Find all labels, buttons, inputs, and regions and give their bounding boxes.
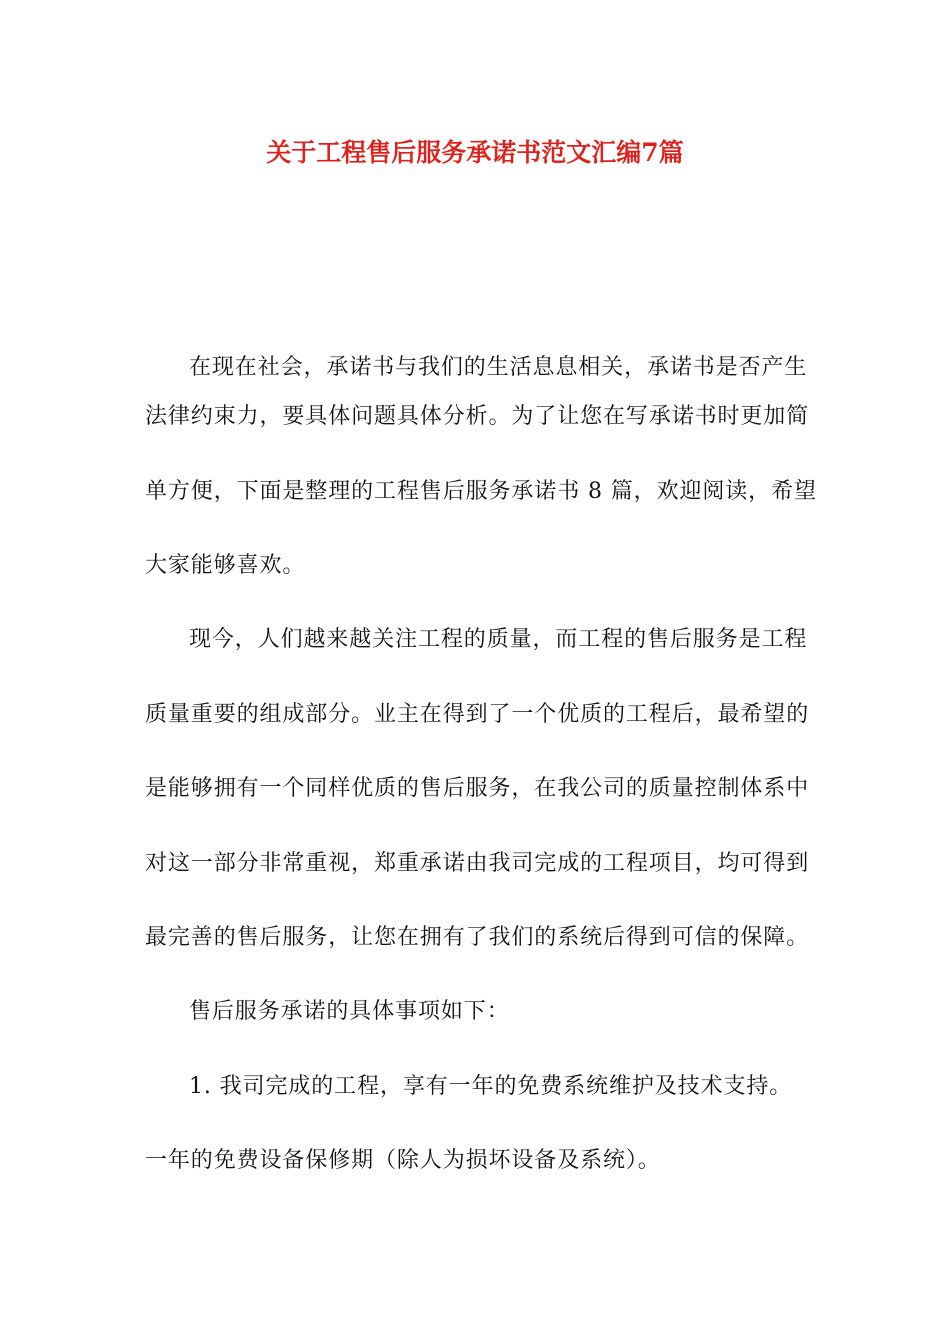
paragraph-2-line-5: 最完善的售后服务，让您在拥有了我们的系统后得到可信的保障。 [145,925,810,950]
paragraph-1-line-4: 大家能够喜欢。 [145,553,306,578]
paragraph-1-line-3: 单方便，下面是整理的工程售后服务承诺书 8 篇，欢迎阅读，希望 [145,479,817,504]
paragraph-1-line-2: 法律约束力，要具体问题具体分析。为了让您在写承诺书时更加简 [145,404,810,429]
paragraph-3-line-1: 售后服务承诺的具体事项如下： [189,999,510,1024]
list-item-1-line-2: 一年的免费设备保修期（除人为损坏设备及系统）。 [145,1148,661,1173]
paragraph-1-line-1: 在现在社会，承诺书与我们的生活息息相关，承诺书是否产生 [189,355,808,380]
document-title: 关于工程售后服务承诺书范文汇编7篇 [266,138,684,167]
paragraph-2-line-1: 现今，人们越来越关注工程的质量，而工程的售后服务是工程 [189,627,808,652]
paragraph-2-line-2: 质量重要的组成部分。业主在得到了一个优质的工程后，最希望的 [145,702,810,727]
list-item-1-line-1: 1. 我司完成的工程，享有一年的免费系统维护及技术支持。 [189,1074,793,1099]
paragraph-2-line-3: 是能够拥有一个同样优质的售后服务，在我公司的质量控制体系中 [145,776,810,801]
paragraph-2-line-4: 对这一部分非常重视，郑重承诺由我司完成的工程项目，均可得到 [145,851,810,876]
